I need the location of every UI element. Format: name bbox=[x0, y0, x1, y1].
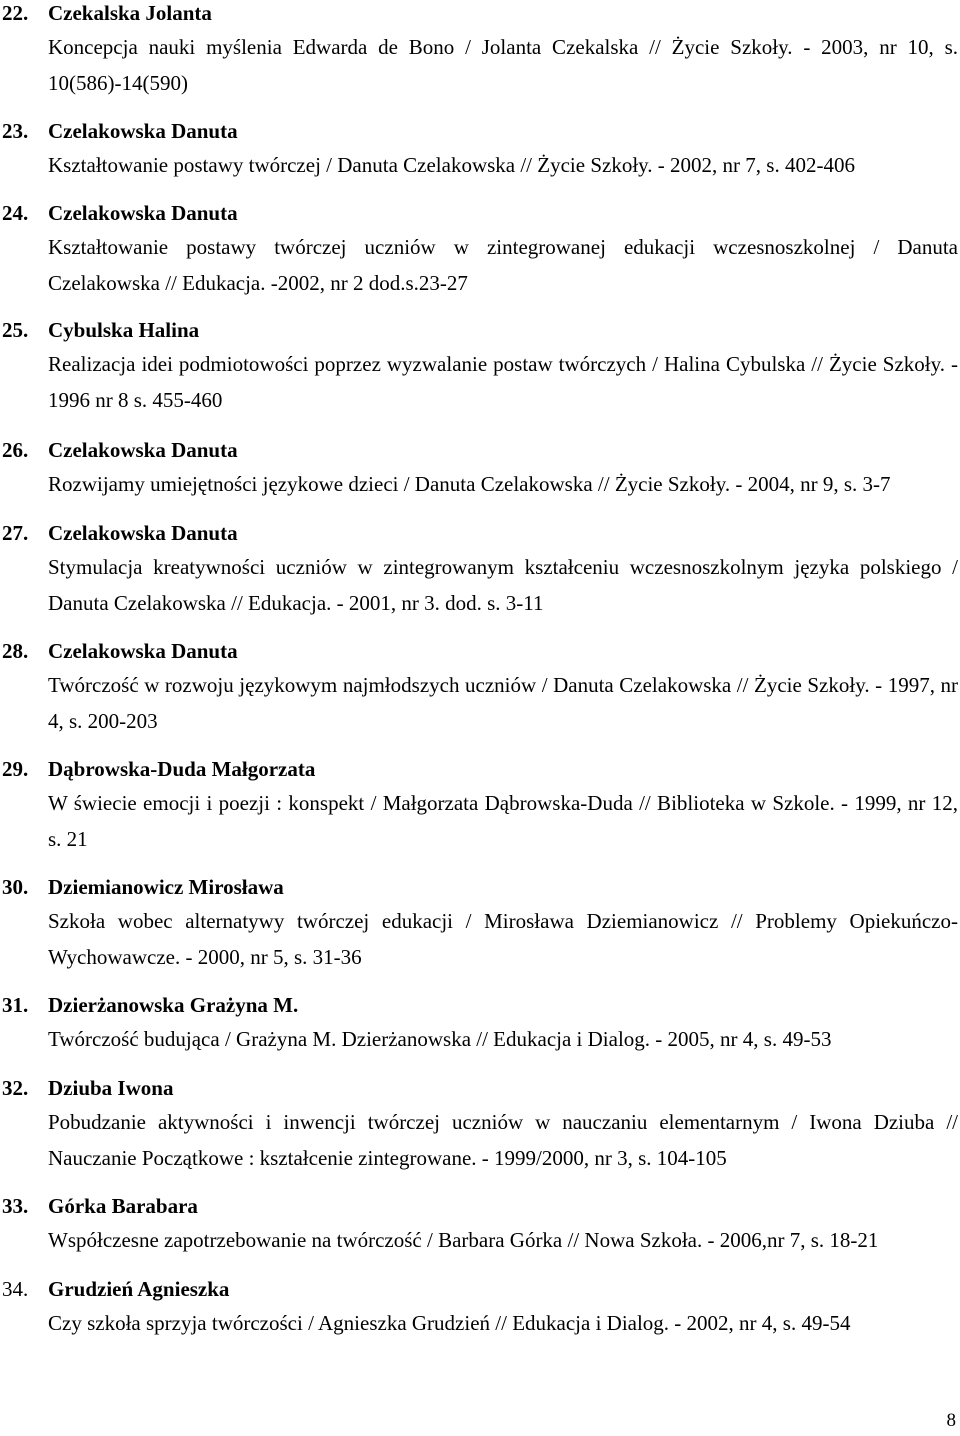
entry-author: Dziuba Iwona bbox=[48, 1076, 174, 1100]
entry-number: 23. bbox=[2, 119, 29, 143]
entry-citation: Kształtowanie postawy twórczej / Danuta Czelakowska // Życie Szkoły. - 2002, nr 7, s. 402-406 bbox=[48, 153, 855, 177]
entry-number: 22. bbox=[2, 1, 29, 25]
entry-citation: Twórczość budująca / Grażyna M. Dzierżanowska // Edukacja i Dialog. - 2005, nr 4, s. 49-53 bbox=[48, 1027, 832, 1051]
entry-citation: Czy szkoła sprzyja twórczości / Agnieszka Grudzień // Edukacja i Dialog. - 2002, nr 4, s. 49-54 bbox=[48, 1311, 851, 1335]
entry-number: 31. bbox=[2, 993, 29, 1017]
entry-citation: Pobudzanie aktywności i inwencji twórczej uczniów w nauczaniu elementarnym / Iwona Dziuba // Nauczanie Początkowe : kształcenie zintegrowane. - 1999/2000, nr 3, s. 104-105 bbox=[48, 1110, 958, 1170]
entry-author: Dziemianowicz Mirosława bbox=[48, 875, 284, 899]
entry-author: Czelakowska Danuta bbox=[48, 201, 238, 225]
entry-number: 32. bbox=[2, 1076, 29, 1100]
entry-author: Dzierżanowska Grażyna M. bbox=[48, 993, 299, 1017]
entry-citation: Rozwijamy umiejętności językowe dzieci / Danuta Czelakowska // Życie Szkoły. - 2004, nr 9, s. 3-7 bbox=[48, 472, 891, 496]
entry-number: 25. bbox=[2, 318, 29, 342]
entry-number: 30. bbox=[2, 875, 29, 899]
entry-citation: Koncepcja nauki myślenia Edwarda de Bono / Jolanta Czekalska // Życie Szkoły. - 2003, nr 10, s. 10(586)-14(590) bbox=[48, 35, 958, 95]
entry-author: Grudzień Agnieszka bbox=[48, 1277, 230, 1301]
entry-author: Czelakowska Danuta bbox=[48, 119, 238, 143]
entry-number: 34. bbox=[2, 1277, 29, 1301]
entry-author: Dąbrowska-Duda Małgorzata bbox=[48, 757, 316, 781]
entry-number: 26. bbox=[2, 438, 29, 462]
entry-author: Czelakowska Danuta bbox=[48, 438, 238, 462]
entry-citation: Realizacja idei podmiotowości poprzez wyzwalanie postaw twórczych / Halina Cybulska // Życie Szkoły. - 1996 nr 8 s. 455-460 bbox=[48, 352, 958, 412]
entry-citation: Współczesne zapotrzebowanie na twórczość / Barbara Górka // Nowa Szkoła. - 2006,nr 7, s. 18-21 bbox=[48, 1228, 879, 1252]
entry-number: 28. bbox=[2, 639, 29, 663]
entry-number: 33. bbox=[2, 1194, 29, 1218]
entry-author: Czekalska Jolanta bbox=[48, 1, 212, 25]
entry-number: 27. bbox=[2, 521, 29, 545]
entry-citation: Kształtowanie postawy twórczej uczniów w zintegrowanej edukacji wczesnoszkolnej / Danuta Czelakowska // Edukacja. -2002, nr 2 dod.s.23-27 bbox=[48, 235, 958, 295]
entry-citation: Szkoła wobec alternatywy twórczej edukacji / Mirosława Dziemianowicz // Problemy Opiekuńczo-Wychowawcze. - 2000, nr 5, s. 31-36 bbox=[48, 909, 958, 969]
entry-number: 24. bbox=[2, 201, 29, 225]
entry-citation: W świecie emocji i poezji : konspekt / Małgorzata Dąbrowska-Duda // Biblioteka w Szkole. - 1999, nr 12, s. 21 bbox=[48, 791, 958, 851]
entry-author: Czelakowska Danuta bbox=[48, 521, 238, 545]
entry-author: Cybulska Halina bbox=[48, 318, 200, 342]
page-number: 8 bbox=[946, 1410, 956, 1431]
entry-citation: Stymulacja kreatywności uczniów w zintegrowanym kształceniu wczesnoszkolnym języka polskiego / Danuta Czelakowska // Edukacja. - 2001, nr 3. dod. s. 3-11 bbox=[48, 555, 958, 615]
entry-citation: Twórczość w rozwoju językowym najmłodszych uczniów / Danuta Czelakowska // Życie Szkoły. - 1997, nr 4, s. 200-203 bbox=[48, 673, 958, 733]
entry-number: 29. bbox=[2, 757, 29, 781]
entry-author: Górka Barabara bbox=[48, 1194, 198, 1218]
entry-author: Czelakowska Danuta bbox=[48, 639, 238, 663]
